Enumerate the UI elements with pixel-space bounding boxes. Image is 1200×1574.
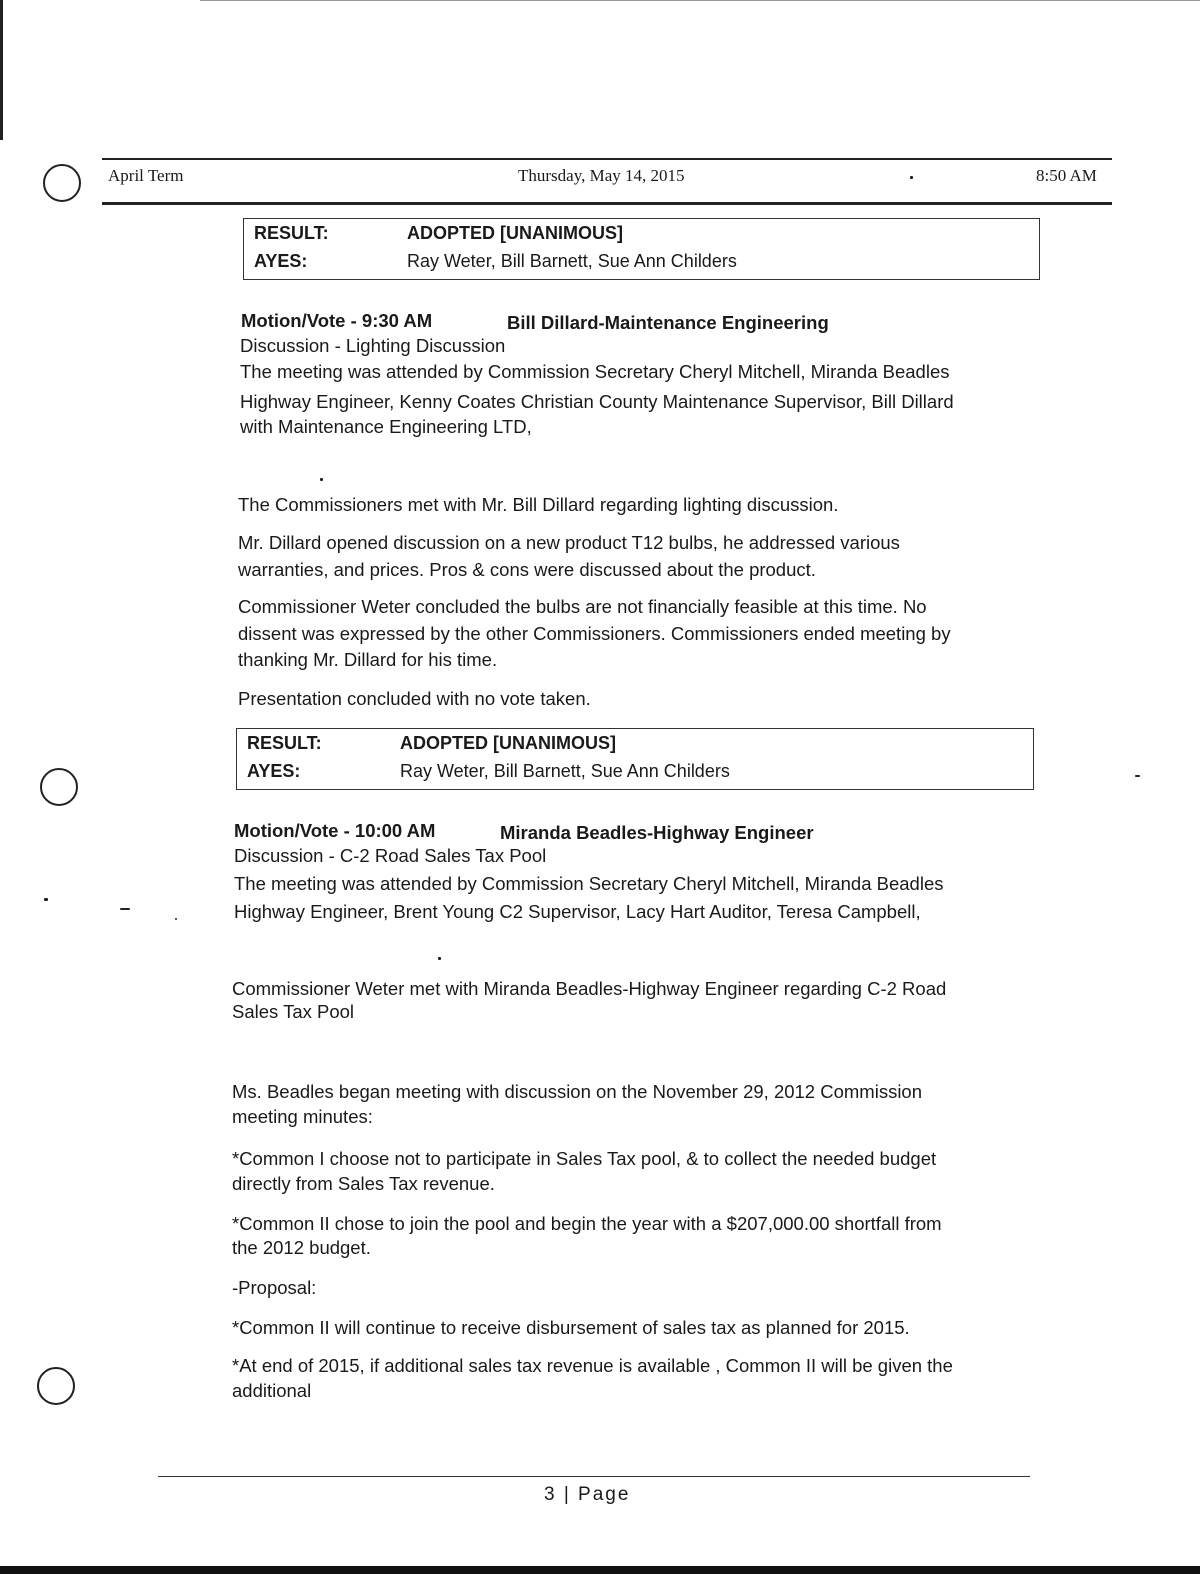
result-box-1 (243, 218, 1040, 280)
scan-speck (910, 176, 913, 179)
section-1-paragraph: Commissioner Weter concluded the bulbs are not financially feasible at this time. No (238, 596, 927, 617)
result-label: RESULT: (247, 733, 322, 753)
section-2-paragraph: *Common II will continue to receive disbursement of sales tax as planned for 2015. (232, 1317, 910, 1338)
section-2-attended-line: The meeting was attended by Commission Secretary Cheryl Mitchell, Miranda Beadles (234, 873, 944, 894)
section-2-paragraph: Commissioner Weter met with Miranda Beadles-Highway Engineer regarding C-2 Road (232, 978, 947, 999)
section-2-discussion: Discussion - C-2 Road Sales Tax Pool (234, 845, 547, 866)
section-1-attended-line: Highway Engineer, Kenny Coates Christian County Maintenance Supervisor, Bill Dillard (240, 391, 954, 412)
scan-edge-left (0, 0, 3, 140)
section-1-attended-line: with Maintenance Engineering LTD, (240, 416, 532, 437)
section-2-paragraph: *Common II chose to join the pool and begin the year with a $207,000.00 shortfall from (232, 1213, 942, 1234)
ayes-value: Ray Weter, Bill Barnett, Sue Ann Childers (407, 251, 737, 271)
section-2-paragraph: directly from Sales Tax revenue. (232, 1173, 495, 1194)
result-value: ADOPTED [UNANIMOUS] (407, 223, 623, 243)
scan-speck (120, 908, 130, 910)
section-1-heading-label: Motion/Vote - 9:30 AM (241, 310, 433, 331)
section-2-paragraph: Ms. Beadles began meeting with discussion on the November 29, 2012 Commission (232, 1081, 923, 1102)
binder-hole-middle (40, 768, 78, 806)
header-rule-top (102, 158, 1112, 160)
ayes-value: Ray Weter, Bill Barnett, Sue Ann Childers (400, 761, 730, 781)
scan-speck (175, 918, 177, 920)
footer-rule (158, 1476, 1030, 1477)
header-time: 8:50 AM (1036, 166, 1097, 185)
section-1-heading-title: Bill Dillard-Maintenance Engineering (507, 312, 829, 333)
section-2-heading-label: Motion/Vote - 10:00 AM (234, 820, 436, 841)
section-2-attended-line: Highway Engineer, Brent Young C2 Supervisor, Lacy Hart Auditor, Teresa Campbell, (234, 901, 921, 922)
header-rule-bottom (102, 202, 1112, 205)
page-number: 3 | Page (544, 1484, 631, 1505)
ayes-label: AYES: (247, 761, 301, 781)
scan-speck (320, 478, 323, 481)
section-2-paragraph: Sales Tax Pool (232, 1001, 355, 1022)
section-1-paragraph: dissent was expressed by the other Commissioners. Commissioners ended meeting by (238, 623, 951, 644)
header-date: Thursday, May 14, 2015 (518, 166, 685, 185)
scan-speck (1135, 775, 1140, 777)
scan-edge-top (200, 0, 1200, 1)
scan-edge-bottom (0, 1566, 1200, 1574)
ayes-label: AYES: (254, 251, 308, 271)
header-term: April Term (108, 166, 184, 185)
section-1-paragraph: Mr. Dillard opened discussion on a new product T12 bulbs, he addressed various (238, 532, 900, 553)
section-1-discussion: Discussion - Lighting Discussion (240, 335, 506, 356)
section-2-heading-title: Miranda Beadles-Highway Engineer (500, 822, 814, 843)
section-1-paragraph: thanking Mr. Dillard for his time. (238, 649, 498, 670)
section-2-paragraph: additional (232, 1380, 312, 1401)
section-2-paragraph: *Common I choose not to participate in Sales Tax pool, & to collect the needed budget (232, 1148, 937, 1169)
section-1-paragraph: warranties, and prices. Pros & cons were discussed about the product. (238, 559, 816, 580)
section-1-paragraph: The Commissioners met with Mr. Bill Dillard regarding lighting discussion. (238, 494, 839, 515)
binder-hole-top (43, 164, 81, 202)
result-box-2 (236, 728, 1034, 790)
section-2-paragraph: -Proposal: (232, 1277, 317, 1298)
section-1-attended-line: The meeting was attended by Commission Secretary Cheryl Mitchell, Miranda Beadles (240, 361, 950, 382)
section-2-paragraph: meeting minutes: (232, 1106, 373, 1127)
result-value: ADOPTED [UNANIMOUS] (400, 733, 616, 753)
scan-speck (438, 957, 441, 960)
result-label: RESULT: (254, 223, 329, 243)
section-2-paragraph: the 2012 budget. (232, 1237, 371, 1258)
binder-hole-bottom (37, 1367, 75, 1405)
section-2-paragraph: *At end of 2015, if additional sales tax revenue is available , Common II will be given the (232, 1355, 953, 1376)
section-1-paragraph: Presentation concluded with no vote taken. (238, 688, 591, 709)
scan-speck (44, 898, 48, 901)
